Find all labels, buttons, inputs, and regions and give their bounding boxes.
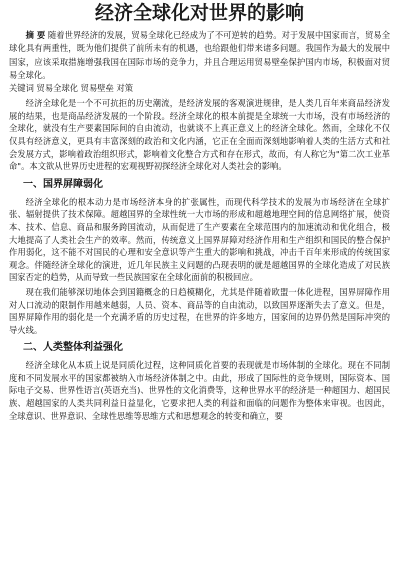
section-heading-1: 一、国界屏障弱化 <box>23 178 103 190</box>
section2-paragraph-1: 经济全球化从本质上说是同质化过程，这种同质化首要的表现就是市场体制的全球化。现在不同制度和不同发展水平的国家都被纳入市场经济体制之中。由此，形成了国际性的竞争规则，国际资本、国际电子交易、世界性语言(英语充当)、世界性的文化消费等，这种世界水平的经济是一种超国力、超国民族、超越国家的人类共同利益日益显化，它要求把人类的利益和面临的问题作为整体来审视。也因此，全球意识、世界意识、全球性思维等思维方式和思想观念的转变和确立，要 <box>9 360 390 421</box>
abstract <box>9 29 390 82</box>
keywords-label: 关键词 <box>9 83 34 94</box>
abstract-label: 摘 要 <box>25 30 46 40</box>
abstract-text: 随着世界经济的发展，贸易全球化已经成为了不可逆转的趋势。对于发展中国家而言，贸易全球化具有两重性，既为他们提供了前所未有的机遇，也给跟他们带来诸多问题。我国作为最大的发展中国家，应该采取措施增强我国在国际市场的竞争力，并且合理运用贸易壁垒保护国内市场，积极面对贸易全球化。 <box>9 30 391 80</box>
keywords <box>9 82 390 95</box>
document-title: 经济全球化对世界的影响 <box>94 2 304 24</box>
intro-paragraph: 经济全球化是一个不可抗拒的历史潮流，是经济发展的客观演进规律，是人类几百年来商品经济发展的结果，也是商品经济发展的一个阶段。经济全球化的根本前提是全球统一大市场，没有市场经济的全球化，就没有生产要素国际间的自由流动，也就谈不上真正意义上的经济全球化。然而，全球化不仅仅具有经济意义，更具有丰富深刻的政治和文化内涵，它正在全面而深刻地影响着人类的生活方式和社会发展方式，影响着政治组织形式，影响着文化整合方式和存在形式，故而，有人称它为"第二次工业革命"。本文欲从世界历史进程的宏观视野初探经济全球化对人类社会的影响。 <box>9 98 390 172</box>
section1-paragraph-1: 经济全球化的根本动力是市场经济本身的扩张属性，而现代科学技术的发展为市场经济在全球扩张、辐射提供了技术保障。超越国界的全球性统一大市场的形成和超越地理空间的信息网络扩展，使资本、技术、信息、商品和服务跨国流动，从而促进了生产要素在全球范围内的加速流动和优化组合，极大地提高了人类社会生产的效率。然而，传统意义上国界屏障对经济作用和生产组织和国民的整合保护作用弱化，这不能不对国民的心理和安全意识等产生重大的影响和挑战，冲击千百年来形成的传统国家观念。伴随经济全球化的演进，近几年民族主义问题的凸现表明的就是超越国界的全球化造成了对民族国家否定的趋势，从而导致一些民族国家在全球化面前的积极回应。 <box>9 196 390 283</box>
section-heading-2: 二、人类整体利益强化 <box>23 342 123 354</box>
section1-paragraph-2: 现在我们能够深切地体会到国籍概念的日趋模糊化，尤其是伴随着欧盟一体化进程，国界屏障作用对人口流动的限制作用越来越弱，人员、资本、商品等的自由流动，以致国界逐渐失去了意义。但是，国界屏障作用的弱化是一个充满矛盾的历史过程，在世界的许多地方，国家间的边界仍然是国际冲突的导火线。 <box>9 286 390 335</box>
keywords-text: 贸易全球化 贸易壁垒 对策 <box>36 83 134 94</box>
